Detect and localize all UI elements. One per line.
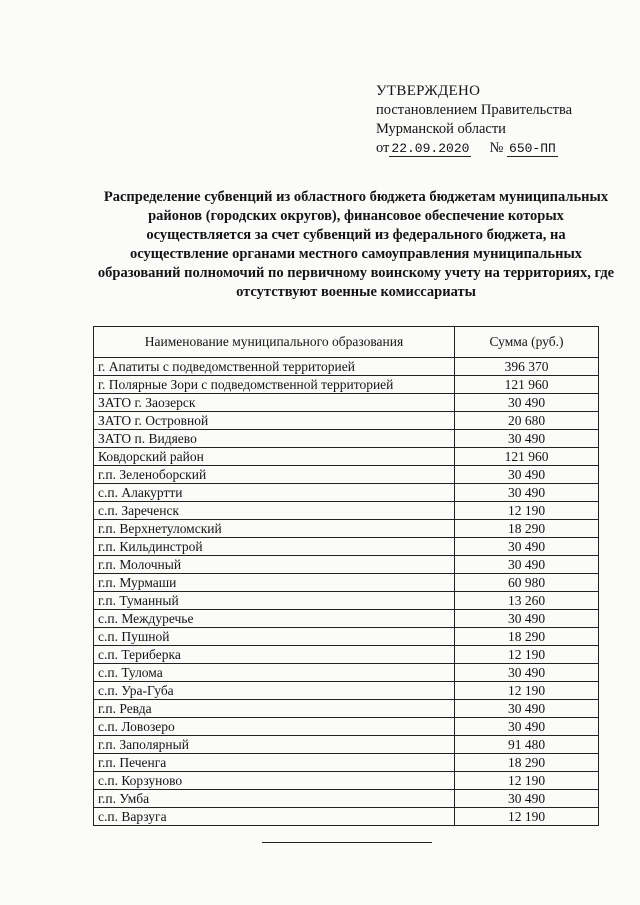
subsidy-sum: 18 290 xyxy=(455,520,599,538)
subsidy-sum: 30 490 xyxy=(455,556,599,574)
municipality-name: ЗАТО г. Островной xyxy=(94,412,455,430)
table-row xyxy=(94,412,599,430)
subsidy-sum: 30 490 xyxy=(455,664,599,682)
table-row xyxy=(94,790,599,808)
subsidy-sum: 30 490 xyxy=(455,394,599,412)
table-row xyxy=(94,736,599,754)
subsidy-sum: 121 960 xyxy=(455,448,599,466)
subsidy-sum: 18 290 xyxy=(455,628,599,646)
municipality-name: с.п. Алакуртти xyxy=(94,484,455,502)
subsidy-sum: 91 480 xyxy=(455,736,599,754)
distribution-table xyxy=(93,326,599,826)
approval-line-1: постановлением Правительства xyxy=(376,102,573,118)
subsidy-sum: 396 370 xyxy=(455,358,599,376)
municipality-name: г.п. Молочный xyxy=(94,556,455,574)
subsidy-sum: 13 260 xyxy=(455,592,599,610)
subsidy-sum: 12 190 xyxy=(455,502,599,520)
approval-date: 22.09.2020 xyxy=(391,141,470,156)
table-row xyxy=(94,664,599,682)
table-row xyxy=(94,484,599,502)
header-name: Наименование муниципального образования xyxy=(94,327,455,358)
table-row xyxy=(94,556,599,574)
municipality-name: Ковдорский район xyxy=(94,448,455,466)
municipality-name: г. Апатиты с подведомственной территорией xyxy=(94,358,455,376)
municipality-name: с.п. Зареченск xyxy=(94,502,455,520)
table-row xyxy=(94,718,599,736)
number-prefix: № xyxy=(489,140,504,156)
end-divider xyxy=(262,842,432,843)
approval-block xyxy=(376,82,572,158)
municipality-name: с.п. Междуречье xyxy=(94,610,455,628)
subsidy-sum: 30 490 xyxy=(455,538,599,556)
municipality-name: с.п. Корзуново xyxy=(94,772,455,790)
municipality-name: г.п. Зеленоборский xyxy=(94,466,455,484)
table-row xyxy=(94,358,599,376)
municipality-name: с.п. Пушной xyxy=(94,628,455,646)
document-title: Распределение субвенций из областного бюджета бюджетам муниципальных районов (городских округов), финансовое обеспечение которых осуществляется за счет субвенций из федерального бюджета, на осуществление органами местного самоуправления муниципальных образований полномочий по первичному воинскому учету на территориях, где отсутствуют военные комиссариаты xyxy=(97,189,615,300)
table-body xyxy=(94,358,599,826)
municipality-name: с.п. Тулома xyxy=(94,664,455,682)
municipality-name: с.п. Териберка xyxy=(94,646,455,664)
approval-number: 650-ПП xyxy=(509,141,556,156)
table-header-row xyxy=(94,327,599,358)
table-row xyxy=(94,592,599,610)
subsidy-sum: 30 490 xyxy=(455,790,599,808)
table-row xyxy=(94,394,599,412)
subsidy-sum: 30 490 xyxy=(455,610,599,628)
municipality-name: г.п. Мурмаши xyxy=(94,574,455,592)
table-row xyxy=(94,754,599,772)
table-row xyxy=(94,772,599,790)
table-row xyxy=(94,574,599,592)
municipality-name: ЗАТО п. Видяево xyxy=(94,430,455,448)
municipality-name: с.п. Ура-Губа xyxy=(94,682,455,700)
table-row xyxy=(94,466,599,484)
table-row xyxy=(94,700,599,718)
date-prefix: от xyxy=(376,140,390,156)
municipality-name: г.п. Печенга xyxy=(94,754,455,772)
subsidy-sum: 18 290 xyxy=(455,754,599,772)
municipality-name: г.п. Ревда xyxy=(94,700,455,718)
subsidy-sum: 60 980 xyxy=(455,574,599,592)
header-sum: Сумма (руб.) xyxy=(455,327,599,358)
subsidy-sum: 12 190 xyxy=(455,646,599,664)
table-row xyxy=(94,430,599,448)
municipality-name: г.п. Заполярный xyxy=(94,736,455,754)
table-row xyxy=(94,520,599,538)
subsidy-sum: 121 960 xyxy=(455,376,599,394)
table-row xyxy=(94,538,599,556)
subsidy-sum: 30 490 xyxy=(455,700,599,718)
approval-line-2: Мурманской области xyxy=(376,121,506,137)
table-row xyxy=(94,448,599,466)
table-row xyxy=(94,682,599,700)
subsidy-sum: 30 490 xyxy=(455,466,599,484)
municipality-name: г.п. Верхнетуломский xyxy=(94,520,455,538)
municipality-name: с.п. Варзуга xyxy=(94,808,455,826)
municipality-name: г.п. Умба xyxy=(94,790,455,808)
municipality-name: г.п. Туманный xyxy=(94,592,455,610)
subsidy-sum: 12 190 xyxy=(455,772,599,790)
approval-heading: УТВЕРЖДЕНО xyxy=(376,83,481,99)
table-row xyxy=(94,502,599,520)
subsidy-sum: 30 490 xyxy=(455,484,599,502)
approval-date-line xyxy=(376,139,572,158)
subsidy-sum: 12 190 xyxy=(455,682,599,700)
subsidy-sum: 20 680 xyxy=(455,412,599,430)
municipality-name: ЗАТО г. Заозерск xyxy=(94,394,455,412)
municipality-name: г.п. Кильдинстрой xyxy=(94,538,455,556)
municipality-name: с.п. Ловозеро xyxy=(94,718,455,736)
subsidy-sum: 30 490 xyxy=(455,430,599,448)
table-row xyxy=(94,646,599,664)
subsidy-sum: 12 190 xyxy=(455,808,599,826)
municipality-name: г. Полярные Зори с подведомственной территорией xyxy=(94,376,455,394)
table-row xyxy=(94,808,599,826)
table-row xyxy=(94,628,599,646)
subsidy-sum: 30 490 xyxy=(455,718,599,736)
table-row xyxy=(94,610,599,628)
table-row xyxy=(94,376,599,394)
